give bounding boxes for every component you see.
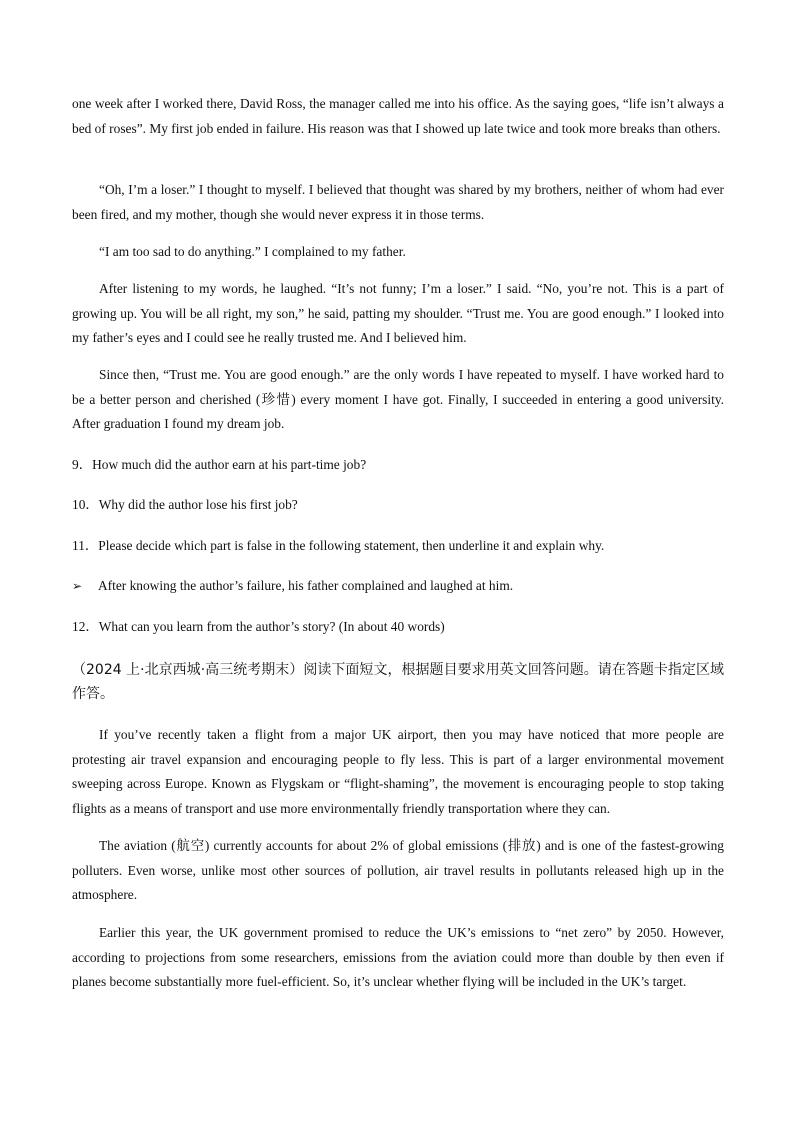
question-10: 10．Why did the author lose his first job? xyxy=(72,497,298,512)
passage1-paragraph-3: “I am too sad to do anything.” I complained to my father. xyxy=(99,244,406,259)
passage1-paragraph-1: one week after I worked there, David Ross, the manager called me into his office. As the saying goes, “life isn’t always a bed of roses”. My first job ended in failure. His reason was that I showed up late twice and took more breaks than others. xyxy=(72,96,724,136)
passage1-paragraph-4: After listening to my words, he laughed. “It’s not funny; I’m a loser.” I said. “No, you’re not. This is a part of growing up. You will be all right, my son,” he said, patting my shoulder. “Trust me. You are good enough.” I looked into my father’s eyes and I could see he really trusted me. And I believed him. xyxy=(72,281,724,345)
question-11-statement: After knowing the author’s failure, his father complained and laughed at him. xyxy=(98,578,514,593)
question-9: 9．How much did the author earn at his part-time job? xyxy=(72,457,367,472)
section2-paragraph-2: The aviation (航空) currently accounts for about 2% of global emissions (排放) and is one of the fastest-growing polluters. Even worse, unlike most other sources of pollution, air travel results in pollutants released high up in the atmosphere. xyxy=(72,838,724,902)
passage1-paragraph-2: “Oh, I’m a loser.” I thought to myself. I believed that thought was shared by my brothers, neither of whom had ever been fired, and my mother, though she would never express it in those terms. xyxy=(72,182,724,222)
section2-instruction: （2024 上·北京西城·高三统考期末）阅读下面短文，根据题目要求用英文回答问题。请在答题卡指定区域作答。 xyxy=(72,662,724,702)
bullet-arrow-icon: ➢ xyxy=(72,579,83,593)
section2-paragraph-1: If you’ve recently taken a flight from a major UK airport, then you may have noticed that more people are protesting air travel expansion and encouraging people to fly less. This is part of a larger environmental movement sweeping across Europe. Known as Flygskam or “flight-shaming”, the movement is encouraging people to stop taking flights as a means of transport and use more environmentally friendly transportation where they can. xyxy=(72,727,724,816)
question-12: 12．What can you learn from the author’s story? (In about 40 words) xyxy=(72,619,445,634)
question-11: 11．Please decide which part is false in the following statement, then underline it and explain why. xyxy=(72,538,605,553)
section2-paragraph-3: Earlier this year, the UK government promised to reduce the UK’s emissions to “net zero” by 2050. However, according to projections from some researchers, emissions from the aviation could more than double by then even if planes become substantially more fuel-efficient. So, it’s unclear whether flying will be included in the UK’s target. xyxy=(72,925,724,989)
passage1-paragraph-5: Since then, “Trust me. You are good enough.” are the only words I have repeated to myself. I have worked hard to be a better person and cherished (珍惜) every moment I have got. Finally, I succeeded in entering a good university. After graduation I found my dream job. xyxy=(72,367,724,431)
